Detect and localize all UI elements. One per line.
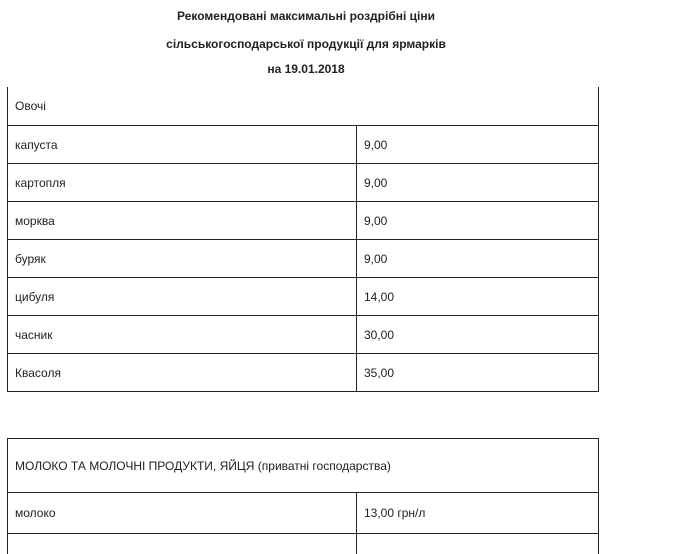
table-row [8,278,599,316]
product-price: 9,00 [357,164,599,202]
table-row [8,240,599,278]
page-date: на 19.01.2018 [0,62,612,76]
product-price: 14,00 [357,278,599,316]
product-price: 13,00 грн/л [357,493,599,534]
product-name: молоко [8,493,357,534]
table-row [8,493,599,534]
product-price [357,534,599,554]
product-name: цибуля [8,278,357,316]
vegetables-section-title: Овочі [8,87,599,126]
dairy-price-table [7,438,599,554]
vegetables-price-table [7,87,599,392]
product-price: 9,00 [357,126,599,164]
table-row [8,164,599,202]
product-name: часник [8,316,357,354]
product-name: капуста [8,126,357,164]
section-header-row [8,87,599,126]
product-price: 9,00 [357,202,599,240]
product-name: буряк [8,240,357,278]
product-name: картопля [8,164,357,202]
product-name [8,534,357,554]
section-header-row [8,439,599,493]
product-price: 30,00 [357,316,599,354]
table-row [8,126,599,164]
page-title: Рекомендовані максимальні роздрібні ціни [0,9,612,23]
table-row [8,202,599,240]
table-row [8,354,599,392]
product-price: 9,00 [357,240,599,278]
dairy-section-title: МОЛОКО ТА МОЛОЧНІ ПРОДУКТИ, ЯЙЦЯ (приватні господарства) [8,439,599,493]
product-name: Квасоля [8,354,357,392]
page-subtitle: сільськогосподарської продукції для ярмарків [0,37,612,51]
product-name: морква [8,202,357,240]
table-row [8,316,599,354]
product-price: 35,00 [357,354,599,392]
table-row [8,534,599,554]
